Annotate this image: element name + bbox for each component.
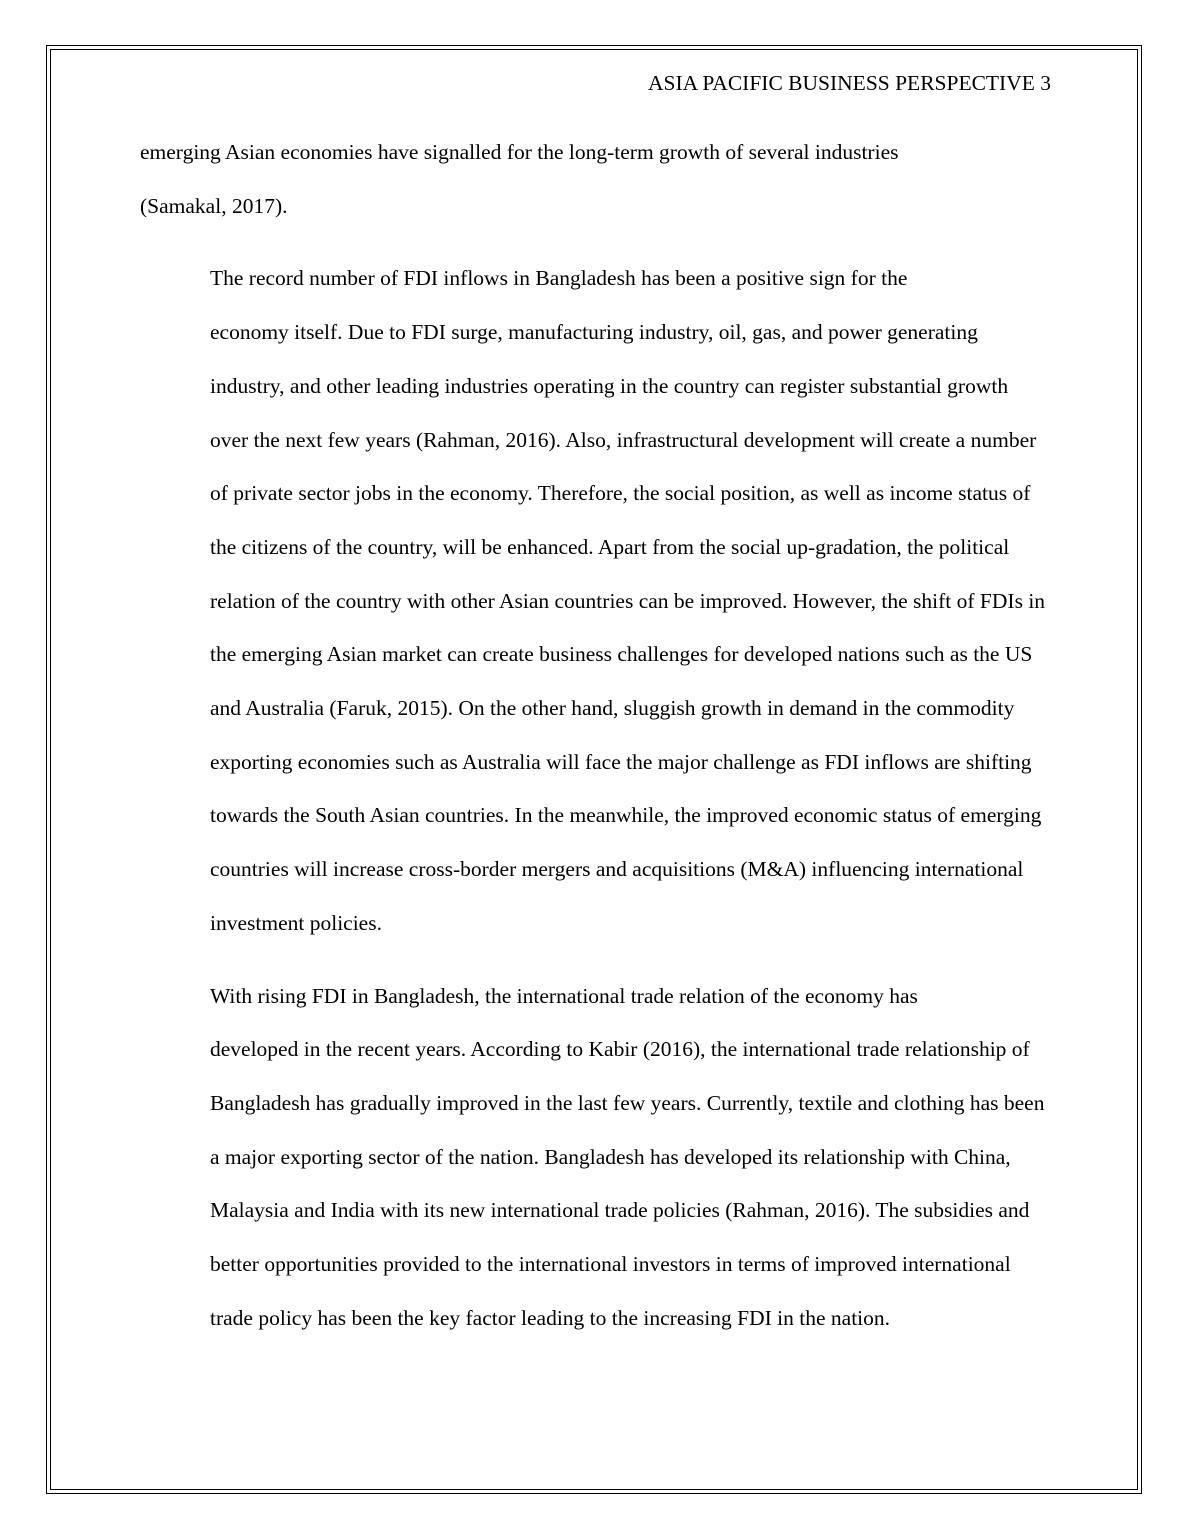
paragraph-continuation: [140, 126, 1052, 233]
text-line: better opportunities provided to the international investors in terms of improved international: [210, 1252, 1011, 1277]
text-line: (Samakal, 2017).: [140, 193, 288, 218]
text-line: developed in the recent years. According to Kabir (2016), the international trade relationship of: [210, 1037, 1030, 1062]
text-line: Malaysia and India with its new international trade policies (Rahman, 2016). The subsidies and: [210, 1198, 1030, 1223]
text-line: over the next few years (Rahman, 2016). Also, infrastructural development will create a number: [210, 427, 1037, 452]
text-line: towards the South Asian countries. In the meanwhile, the improved economic status of emerging: [210, 803, 1042, 828]
text-line: With rising FDI in Bangladesh, the international trade relation of the economy has: [210, 983, 918, 1008]
text-line: relation of the country with other Asian countries can be improved. However, the shift of FDIs in: [210, 588, 1046, 613]
document-body: [140, 126, 1052, 1364]
text-line: emerging Asian economies have signalled for the long-term growth of several industries: [140, 140, 899, 164]
text-line: the emerging Asian market can create business challenges for developed nations such as the US: [210, 642, 1033, 667]
text-line: investment policies.: [210, 910, 382, 935]
text-line: economy itself. Due to FDI surge, manufacturing industry, oil, gas, and power generating: [210, 320, 978, 345]
running-head: ASIA PACIFIC BUSINESS PERSPECTIVE 3: [647, 71, 1051, 95]
text-line: trade policy has been the key factor leading to the increasing FDI in the nation.: [210, 1305, 891, 1330]
text-line: exporting economies such as Australia will face the major challenge as FDI inflows are shifting: [210, 749, 1032, 774]
text-line: the citizens of the country, will be enhanced. Apart from the social up-gradation, the political: [210, 534, 1010, 559]
text-line: and Australia (Faruk, 2015). On the other hand, sluggish growth in demand in the commodity: [210, 696, 1015, 721]
paragraph-fdi-inflows: [140, 252, 1052, 950]
paragraph-trade-relations: [140, 970, 1052, 1346]
text-line: of private sector jobs in the economy. Therefore, the social position, as well as income status of: [210, 481, 1031, 506]
text-line: The record number of FDI inflows in Bangladesh has been a positive sign for the: [210, 266, 908, 291]
text-line: countries will increase cross-border mergers and acquisitions (M&A) influencing international: [210, 857, 1024, 882]
text-line: industry, and other leading industries operating in the country can register substantial growth: [210, 373, 1009, 398]
text-line: Bangladesh has gradually improved in the last few years. Currently, textile and clothing has been: [210, 1090, 1045, 1115]
text-line: a major exporting sector of the nation. Bangladesh has developed its relationship with China,: [210, 1144, 1011, 1169]
